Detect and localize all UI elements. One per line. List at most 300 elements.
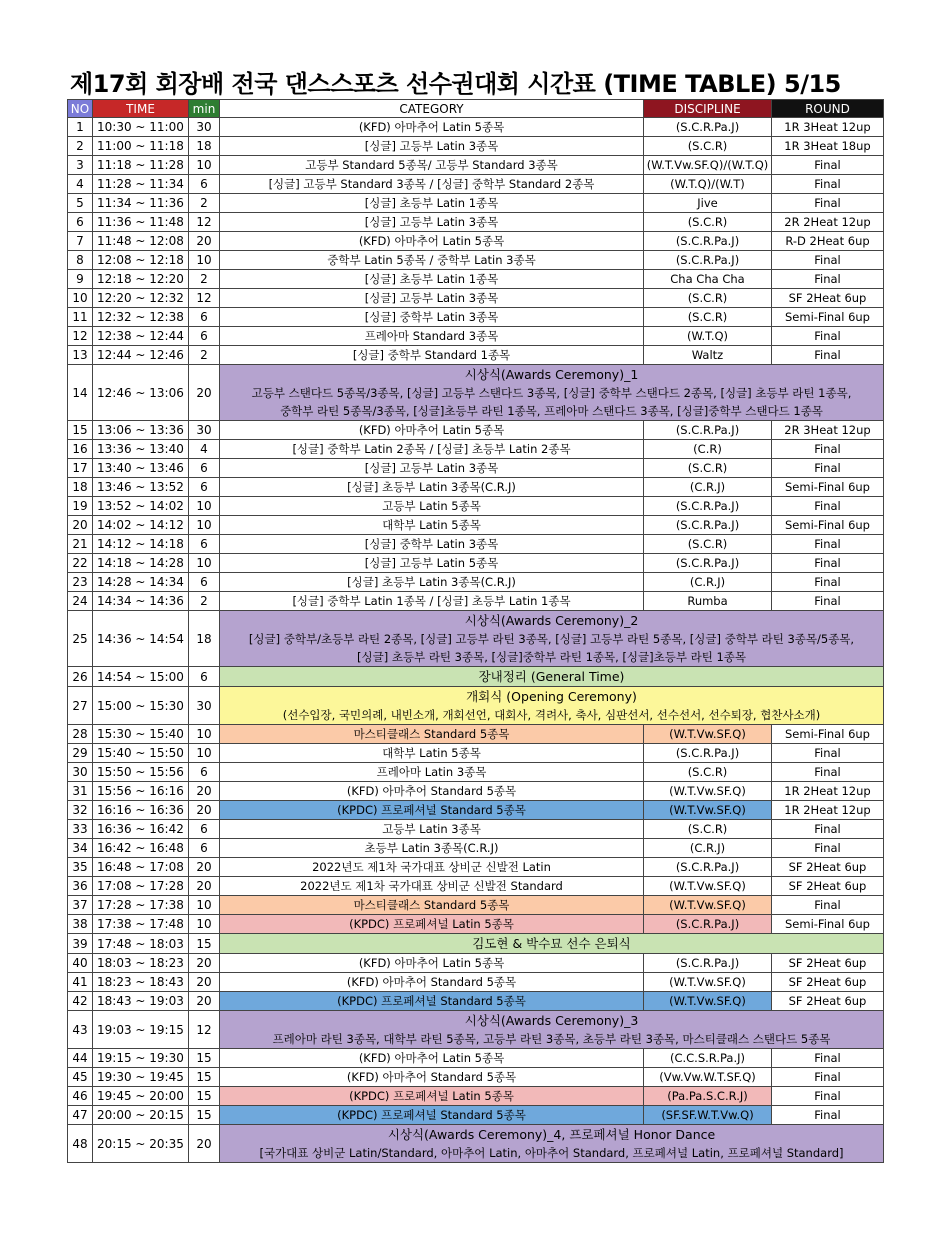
row-discipline: Cha Cha Cha [644, 270, 772, 289]
row-round: Final [772, 270, 884, 289]
row-no: 28 [68, 725, 93, 744]
table-row [68, 1106, 884, 1125]
row-round: Final [772, 459, 884, 478]
row-round: Final [772, 175, 884, 194]
table-row [68, 421, 884, 440]
table-row [68, 270, 884, 289]
row-min: 6 [189, 573, 220, 592]
row-discipline: (S.C.R) [644, 535, 772, 554]
table-row [68, 954, 884, 973]
row-time: 18:23 ~ 18:43 [93, 973, 189, 992]
row-min: 15 [189, 1106, 220, 1125]
row-discipline: (Pa.Pa.S.C.R.J) [644, 1087, 772, 1106]
row-discipline: Rumba [644, 592, 772, 611]
header-category: CATEGORY [220, 100, 644, 118]
row-category: 고등부 Latin 5종목 [220, 497, 644, 516]
row-event [220, 934, 884, 954]
event-detail: (선수입장, 국민의례, 내빈소개, 개회선언, 대회사, 격려사, 축사, 심판선서, 선수선서, 선수퇴장, 협찬사소개) [282, 708, 821, 722]
row-no: 44 [68, 1049, 93, 1068]
row-min: 20 [189, 973, 220, 992]
header-no: NO [68, 100, 93, 118]
row-discipline: (S.C.R.Pa.J) [644, 421, 772, 440]
header-discipline: DISCIPLINE [644, 100, 772, 118]
row-time: 15:50 ~ 15:56 [93, 763, 189, 782]
row-time: 15:56 ~ 16:16 [93, 782, 189, 801]
table-row [68, 213, 884, 232]
table-row [68, 497, 884, 516]
row-category: [싱글] 고등부 Standard 3종목 / [싱글] 중학부 Standard 2종목 [220, 175, 644, 194]
row-no: 16 [68, 440, 93, 459]
row-category: [싱글] 고등부 Latin 3종목 [220, 213, 644, 232]
row-time: 14:34 ~ 14:36 [93, 592, 189, 611]
row-no: 41 [68, 973, 93, 992]
row-no: 13 [68, 346, 93, 365]
row-min: 2 [189, 270, 220, 289]
table-row [68, 915, 884, 934]
row-no: 11 [68, 308, 93, 327]
table-row [68, 1011, 884, 1049]
row-category: [싱글] 중학부 Standard 1종목 [220, 346, 644, 365]
row-min: 30 [189, 687, 220, 725]
row-time: 11:34 ~ 11:36 [93, 194, 189, 213]
row-round: Final [772, 820, 884, 839]
row-no: 27 [68, 687, 93, 725]
row-round: 1R 3Heat 12up [772, 118, 884, 137]
row-category: (KFD) 아마추어 Latin 5종목 [220, 954, 644, 973]
row-time: 12:38 ~ 12:44 [93, 327, 189, 346]
row-no: 14 [68, 365, 93, 421]
row-category: [싱글] 고등부 Latin 3종목 [220, 289, 644, 308]
row-discipline: (W.T.Vw.SF.Q) [644, 801, 772, 820]
row-no: 10 [68, 289, 93, 308]
timetable-body [68, 118, 884, 1163]
event-detail: 고등부 스탠다드 5종목/3종목, [싱글] 고등부 스탠다드 3종목, [싱글] 중학부 스탠다드 2종목, [싱글] 초등부 라틴 1종목, [251, 386, 852, 400]
row-no: 31 [68, 782, 93, 801]
row-time: 14:54 ~ 15:00 [93, 667, 189, 687]
row-no: 21 [68, 535, 93, 554]
row-time: 13:52 ~ 14:02 [93, 497, 189, 516]
table-row [68, 1125, 884, 1163]
event-detail: [싱글] 초등부 라틴 3종목, [싱글]중학부 라틴 1종목, [싱글]초등부 라틴 1종목 [356, 650, 747, 664]
row-no: 42 [68, 992, 93, 1011]
row-discipline: (W.T.Vw.SF.Q) [644, 896, 772, 915]
row-discipline: (C.R.J) [644, 573, 772, 592]
row-discipline: (W.T.Q) [644, 327, 772, 346]
row-category: (KFD) 아마추어 Standard 5종목 [220, 782, 644, 801]
row-round: Final [772, 327, 884, 346]
row-category: [싱글] 고등부 Latin 5종목 [220, 554, 644, 573]
row-category: [싱글] 중학부 Latin 3종목 [220, 535, 644, 554]
row-time: 12:44 ~ 12:46 [93, 346, 189, 365]
event-title: 장내정리 (General Time) [478, 669, 625, 684]
row-category: (KFD) 아마추어 Latin 5종목 [220, 118, 644, 137]
row-min: 20 [189, 782, 220, 801]
row-round: Final [772, 592, 884, 611]
table-row [68, 1049, 884, 1068]
row-min: 20 [189, 365, 220, 421]
event-detail: 프레아마 라틴 3종목, 대학부 라틴 5종목, 고등부 라틴 3종목, 초등부 라틴 3종목, 마스티클래스 스탠다드 5종목 [272, 1032, 831, 1046]
row-round: SF 2Heat 6up [772, 992, 884, 1011]
row-discipline: (S.C.R.Pa.J) [644, 915, 772, 934]
row-discipline: (S.C.R.Pa.J) [644, 251, 772, 270]
row-no: 18 [68, 478, 93, 497]
row-category: [싱글] 초등부 Latin 1종목 [220, 270, 644, 289]
row-category: 2022년도 제1차 국가대표 상비군 신발전 Latin [220, 858, 644, 877]
row-no: 6 [68, 213, 93, 232]
row-discipline: (W.T.Vw.SF.Q) [644, 877, 772, 896]
row-category: 초등부 Latin 3종목(C.R.J) [220, 839, 644, 858]
row-round: Final [772, 535, 884, 554]
row-no: 45 [68, 1068, 93, 1087]
table-row [68, 839, 884, 858]
row-round: Final [772, 896, 884, 915]
row-round: Final [772, 573, 884, 592]
row-discipline: (W.T.Vw.SF.Q) [644, 992, 772, 1011]
row-category: [싱글] 중학부 Latin 2종목 / [싱글] 초등부 Latin 2종목 [220, 440, 644, 459]
row-round: Final [772, 1049, 884, 1068]
row-time: 20:15 ~ 20:35 [93, 1125, 189, 1163]
table-row [68, 289, 884, 308]
table-row [68, 327, 884, 346]
row-time: 11:00 ~ 11:18 [93, 137, 189, 156]
row-time: 16:42 ~ 16:48 [93, 839, 189, 858]
row-min: 6 [189, 478, 220, 497]
event-detail: [국가대표 상비군 Latin/Standard, 아마추어 Latin, 아마추어 Standard, 프로페셔널 Latin, 프로페셔널 Standard] [259, 1146, 844, 1160]
table-row [68, 535, 884, 554]
row-category: (KPDC) 프로페셔널 Latin 5종목 [220, 915, 644, 934]
row-no: 23 [68, 573, 93, 592]
table-row [68, 440, 884, 459]
row-discipline: (S.C.R.Pa.J) [644, 118, 772, 137]
row-category: 고등부 Latin 3종목 [220, 820, 644, 839]
row-no: 32 [68, 801, 93, 820]
row-category: 마스티클래스 Standard 5종목 [220, 896, 644, 915]
row-category: [싱글] 초등부 Latin 1종목 [220, 194, 644, 213]
table-row [68, 251, 884, 270]
row-category: (KFD) 아마추어 Standard 5종목 [220, 1068, 644, 1087]
row-no: 4 [68, 175, 93, 194]
table-row [68, 744, 884, 763]
row-time: 16:16 ~ 16:36 [93, 801, 189, 820]
row-round: Semi-Final 6up [772, 308, 884, 327]
table-row [68, 820, 884, 839]
table-row [68, 554, 884, 573]
table-row [68, 667, 884, 687]
event-title: 개회식 (Opening Ceremony) [466, 689, 637, 704]
row-min: 20 [189, 877, 220, 896]
table-row [68, 346, 884, 365]
row-discipline: (SF.SF.W.T.Vw.Q) [644, 1106, 772, 1125]
row-no: 5 [68, 194, 93, 213]
row-min: 20 [189, 992, 220, 1011]
row-no: 37 [68, 896, 93, 915]
row-round: Semi-Final 6up [772, 516, 884, 535]
row-category: 고등부 Standard 5종목/ 고등부 Standard 3종목 [220, 156, 644, 175]
row-round: SF 2Heat 6up [772, 289, 884, 308]
row-category: (KPDC) 프로페셔널 Latin 5종목 [220, 1087, 644, 1106]
row-discipline: (S.C.R) [644, 213, 772, 232]
row-discipline: (C.R) [644, 440, 772, 459]
row-category: 마스티클래스 Standard 5종목 [220, 725, 644, 744]
row-no: 12 [68, 327, 93, 346]
row-min: 30 [189, 118, 220, 137]
row-min: 6 [189, 820, 220, 839]
row-time: 12:08 ~ 12:18 [93, 251, 189, 270]
row-discipline: (S.C.R.Pa.J) [644, 554, 772, 573]
table-row [68, 573, 884, 592]
row-discipline: (S.C.R.Pa.J) [644, 954, 772, 973]
row-round: Final [772, 251, 884, 270]
row-min: 2 [189, 346, 220, 365]
row-round: 1R 2Heat 12up [772, 801, 884, 820]
row-min: 20 [189, 1125, 220, 1163]
row-time: 19:03 ~ 19:15 [93, 1011, 189, 1049]
row-no: 34 [68, 839, 93, 858]
row-round: 2R 3Heat 12up [772, 421, 884, 440]
row-time: 11:28 ~ 11:34 [93, 175, 189, 194]
row-category: (KFD) 아마추어 Latin 5종목 [220, 1049, 644, 1068]
row-time: 13:46 ~ 13:52 [93, 478, 189, 497]
row-discipline: (S.C.R) [644, 308, 772, 327]
row-min: 6 [189, 327, 220, 346]
header-time: TIME [93, 100, 189, 118]
row-round: Final [772, 156, 884, 175]
row-time: 12:18 ~ 12:20 [93, 270, 189, 289]
row-time: 15:00 ~ 15:30 [93, 687, 189, 725]
row-no: 39 [68, 934, 93, 954]
row-discipline: (Vw.Vw.W.T.SF.Q) [644, 1068, 772, 1087]
row-event [220, 1011, 884, 1049]
row-round: Final [772, 346, 884, 365]
event-title: 김도현 & 박수묘 선수 은퇴식 [472, 936, 631, 951]
row-time: 13:06 ~ 13:36 [93, 421, 189, 440]
row-category: [싱글] 초등부 Latin 3종목(C.R.J) [220, 573, 644, 592]
table-row [68, 763, 884, 782]
row-round: Final [772, 763, 884, 782]
row-time: 15:40 ~ 15:50 [93, 744, 189, 763]
table-row [68, 118, 884, 137]
row-no: 40 [68, 954, 93, 973]
table-row [68, 365, 884, 421]
row-min: 15 [189, 1068, 220, 1087]
event-title: 시상식(Awards Ceremony)_3 [464, 1013, 639, 1028]
row-category: (KPDC) 프로페셔널 Standard 5종목 [220, 801, 644, 820]
row-min: 12 [189, 289, 220, 308]
row-min: 2 [189, 194, 220, 213]
row-time: 17:08 ~ 17:28 [93, 877, 189, 896]
row-min: 10 [189, 725, 220, 744]
row-min: 6 [189, 308, 220, 327]
row-time: 13:36 ~ 13:40 [93, 440, 189, 459]
table-row [68, 137, 884, 156]
row-category: (KFD) 아마추어 Latin 5종목 [220, 232, 644, 251]
row-no: 15 [68, 421, 93, 440]
row-round: Final [772, 554, 884, 573]
row-time: 15:30 ~ 15:40 [93, 725, 189, 744]
row-round: Final [772, 1106, 884, 1125]
row-min: 15 [189, 1049, 220, 1068]
header-round: ROUND [772, 100, 884, 118]
row-min: 10 [189, 497, 220, 516]
table-row [68, 858, 884, 877]
row-round: Final [772, 1068, 884, 1087]
row-min: 10 [189, 516, 220, 535]
table-row [68, 725, 884, 744]
row-min: 6 [189, 175, 220, 194]
row-time: 14:12 ~ 14:18 [93, 535, 189, 554]
row-round: R-D 2Heat 6up [772, 232, 884, 251]
row-time: 18:03 ~ 18:23 [93, 954, 189, 973]
table-row [68, 782, 884, 801]
row-min: 6 [189, 667, 220, 687]
row-round: Final [772, 440, 884, 459]
row-category: 중학부 Latin 5종목 / 중학부 Latin 3종목 [220, 251, 644, 270]
table-row [68, 801, 884, 820]
row-time: 11:48 ~ 12:08 [93, 232, 189, 251]
row-discipline: (S.C.R) [644, 137, 772, 156]
row-min: 15 [189, 934, 220, 954]
row-min: 12 [189, 1011, 220, 1049]
row-min: 4 [189, 440, 220, 459]
row-min: 15 [189, 1087, 220, 1106]
row-min: 10 [189, 896, 220, 915]
header-row [68, 100, 884, 118]
row-no: 9 [68, 270, 93, 289]
row-min: 6 [189, 839, 220, 858]
row-time: 17:28 ~ 17:38 [93, 896, 189, 915]
table-row [68, 308, 884, 327]
page-title: 제17회 회장배 전국 댄스스포츠 선수권대회 시간표 (TIME TABLE) 5/15 [70, 70, 841, 98]
row-min: 20 [189, 801, 220, 820]
row-min: 12 [189, 213, 220, 232]
row-time: 19:30 ~ 19:45 [93, 1068, 189, 1087]
timetable [67, 99, 884, 1163]
row-no: 19 [68, 497, 93, 516]
row-discipline: Jive [644, 194, 772, 213]
row-discipline: (S.C.R) [644, 763, 772, 782]
row-min: 30 [189, 421, 220, 440]
row-time: 16:36 ~ 16:42 [93, 820, 189, 839]
row-no: 7 [68, 232, 93, 251]
row-min: 18 [189, 611, 220, 667]
row-no: 17 [68, 459, 93, 478]
row-round: SF 2Heat 6up [772, 877, 884, 896]
row-round: SF 2Heat 6up [772, 858, 884, 877]
table-row [68, 611, 884, 667]
row-round: Final [772, 1087, 884, 1106]
row-category: [싱글] 중학부 Latin 1종목 / [싱글] 초등부 Latin 1종목 [220, 592, 644, 611]
row-no: 35 [68, 858, 93, 877]
row-time: 12:32 ~ 12:38 [93, 308, 189, 327]
row-time: 20:00 ~ 20:15 [93, 1106, 189, 1125]
row-category: 프레아마 Standard 3종목 [220, 327, 644, 346]
row-round: Final [772, 839, 884, 858]
row-min: 20 [189, 954, 220, 973]
row-discipline: (S.C.R) [644, 289, 772, 308]
header-min: min [189, 100, 220, 118]
row-round: SF 2Heat 6up [772, 973, 884, 992]
row-time: 11:36 ~ 11:48 [93, 213, 189, 232]
row-no: 38 [68, 915, 93, 934]
row-no: 24 [68, 592, 93, 611]
row-event [220, 667, 884, 687]
row-category: [싱글] 고등부 Latin 3종목 [220, 137, 644, 156]
row-discipline: (W.T.Vw.SF.Q) [644, 782, 772, 801]
row-min: 10 [189, 744, 220, 763]
table-row [68, 232, 884, 251]
row-no: 22 [68, 554, 93, 573]
row-time: 14:36 ~ 14:54 [93, 611, 189, 667]
table-row [68, 194, 884, 213]
row-category: (KFD) 아마추어 Standard 5종목 [220, 973, 644, 992]
row-no: 3 [68, 156, 93, 175]
row-discipline: (W.T.Vw.SF.Q)/(W.T.Q) [644, 156, 772, 175]
row-category: [싱글] 고등부 Latin 3종목 [220, 459, 644, 478]
row-no: 2 [68, 137, 93, 156]
table-row [68, 896, 884, 915]
row-time: 12:46 ~ 13:06 [93, 365, 189, 421]
row-time: 16:48 ~ 17:08 [93, 858, 189, 877]
row-round: Semi-Final 6up [772, 915, 884, 934]
table-row [68, 175, 884, 194]
row-category: [싱글] 초등부 Latin 3종목(C.R.J) [220, 478, 644, 497]
row-category: (KPDC) 프로페셔널 Standard 5종목 [220, 1106, 644, 1125]
event-detail: [싱글] 중학부/초등부 라틴 2종목, [싱글] 고등부 라틴 3종목, [싱글] 고등부 라틴 5종목, [싱글] 중학부 라틴 3종목/5종목, [248, 632, 855, 646]
row-no: 48 [68, 1125, 93, 1163]
row-min: 20 [189, 232, 220, 251]
row-discipline: (C.R.J) [644, 839, 772, 858]
row-round: SF 2Heat 6up [772, 954, 884, 973]
row-min: 2 [189, 592, 220, 611]
row-min: 6 [189, 459, 220, 478]
row-category: 대학부 Latin 5종목 [220, 516, 644, 535]
row-round: 2R 2Heat 12up [772, 213, 884, 232]
row-time: 14:28 ~ 14:34 [93, 573, 189, 592]
row-discipline: (W.T.Q)/(W.T) [644, 175, 772, 194]
table-row [68, 516, 884, 535]
table-row [68, 1068, 884, 1087]
row-discipline: (S.C.R.Pa.J) [644, 858, 772, 877]
row-min: 10 [189, 915, 220, 934]
row-time: 13:40 ~ 13:46 [93, 459, 189, 478]
row-round: Semi-Final 6up [772, 725, 884, 744]
row-no: 30 [68, 763, 93, 782]
row-time: 14:18 ~ 14:28 [93, 554, 189, 573]
row-min: 20 [189, 858, 220, 877]
row-time: 12:20 ~ 12:32 [93, 289, 189, 308]
row-no: 20 [68, 516, 93, 535]
row-min: 6 [189, 535, 220, 554]
table-row [68, 459, 884, 478]
row-event [220, 687, 884, 725]
table-row [68, 478, 884, 497]
table-row [68, 877, 884, 896]
row-time: 10:30 ~ 11:00 [93, 118, 189, 137]
row-category: 2022년도 제1차 국가대표 상비군 신발전 Standard [220, 877, 644, 896]
row-discipline: (S.C.R) [644, 459, 772, 478]
row-discipline: (C.C.S.R.Pa.J) [644, 1049, 772, 1068]
row-time: 17:48 ~ 18:03 [93, 934, 189, 954]
event-title: 시상식(Awards Ceremony)_4, 프로페셔널 Honor Dance [387, 1127, 716, 1142]
row-category: 대학부 Latin 5종목 [220, 744, 644, 763]
row-no: 25 [68, 611, 93, 667]
event-title: 시상식(Awards Ceremony)_2 [464, 613, 639, 628]
row-discipline: (S.C.R.Pa.J) [644, 497, 772, 516]
row-min: 10 [189, 554, 220, 573]
row-discipline: (W.T.Vw.SF.Q) [644, 973, 772, 992]
row-discipline: (S.C.R.Pa.J) [644, 744, 772, 763]
table-row [68, 1087, 884, 1106]
